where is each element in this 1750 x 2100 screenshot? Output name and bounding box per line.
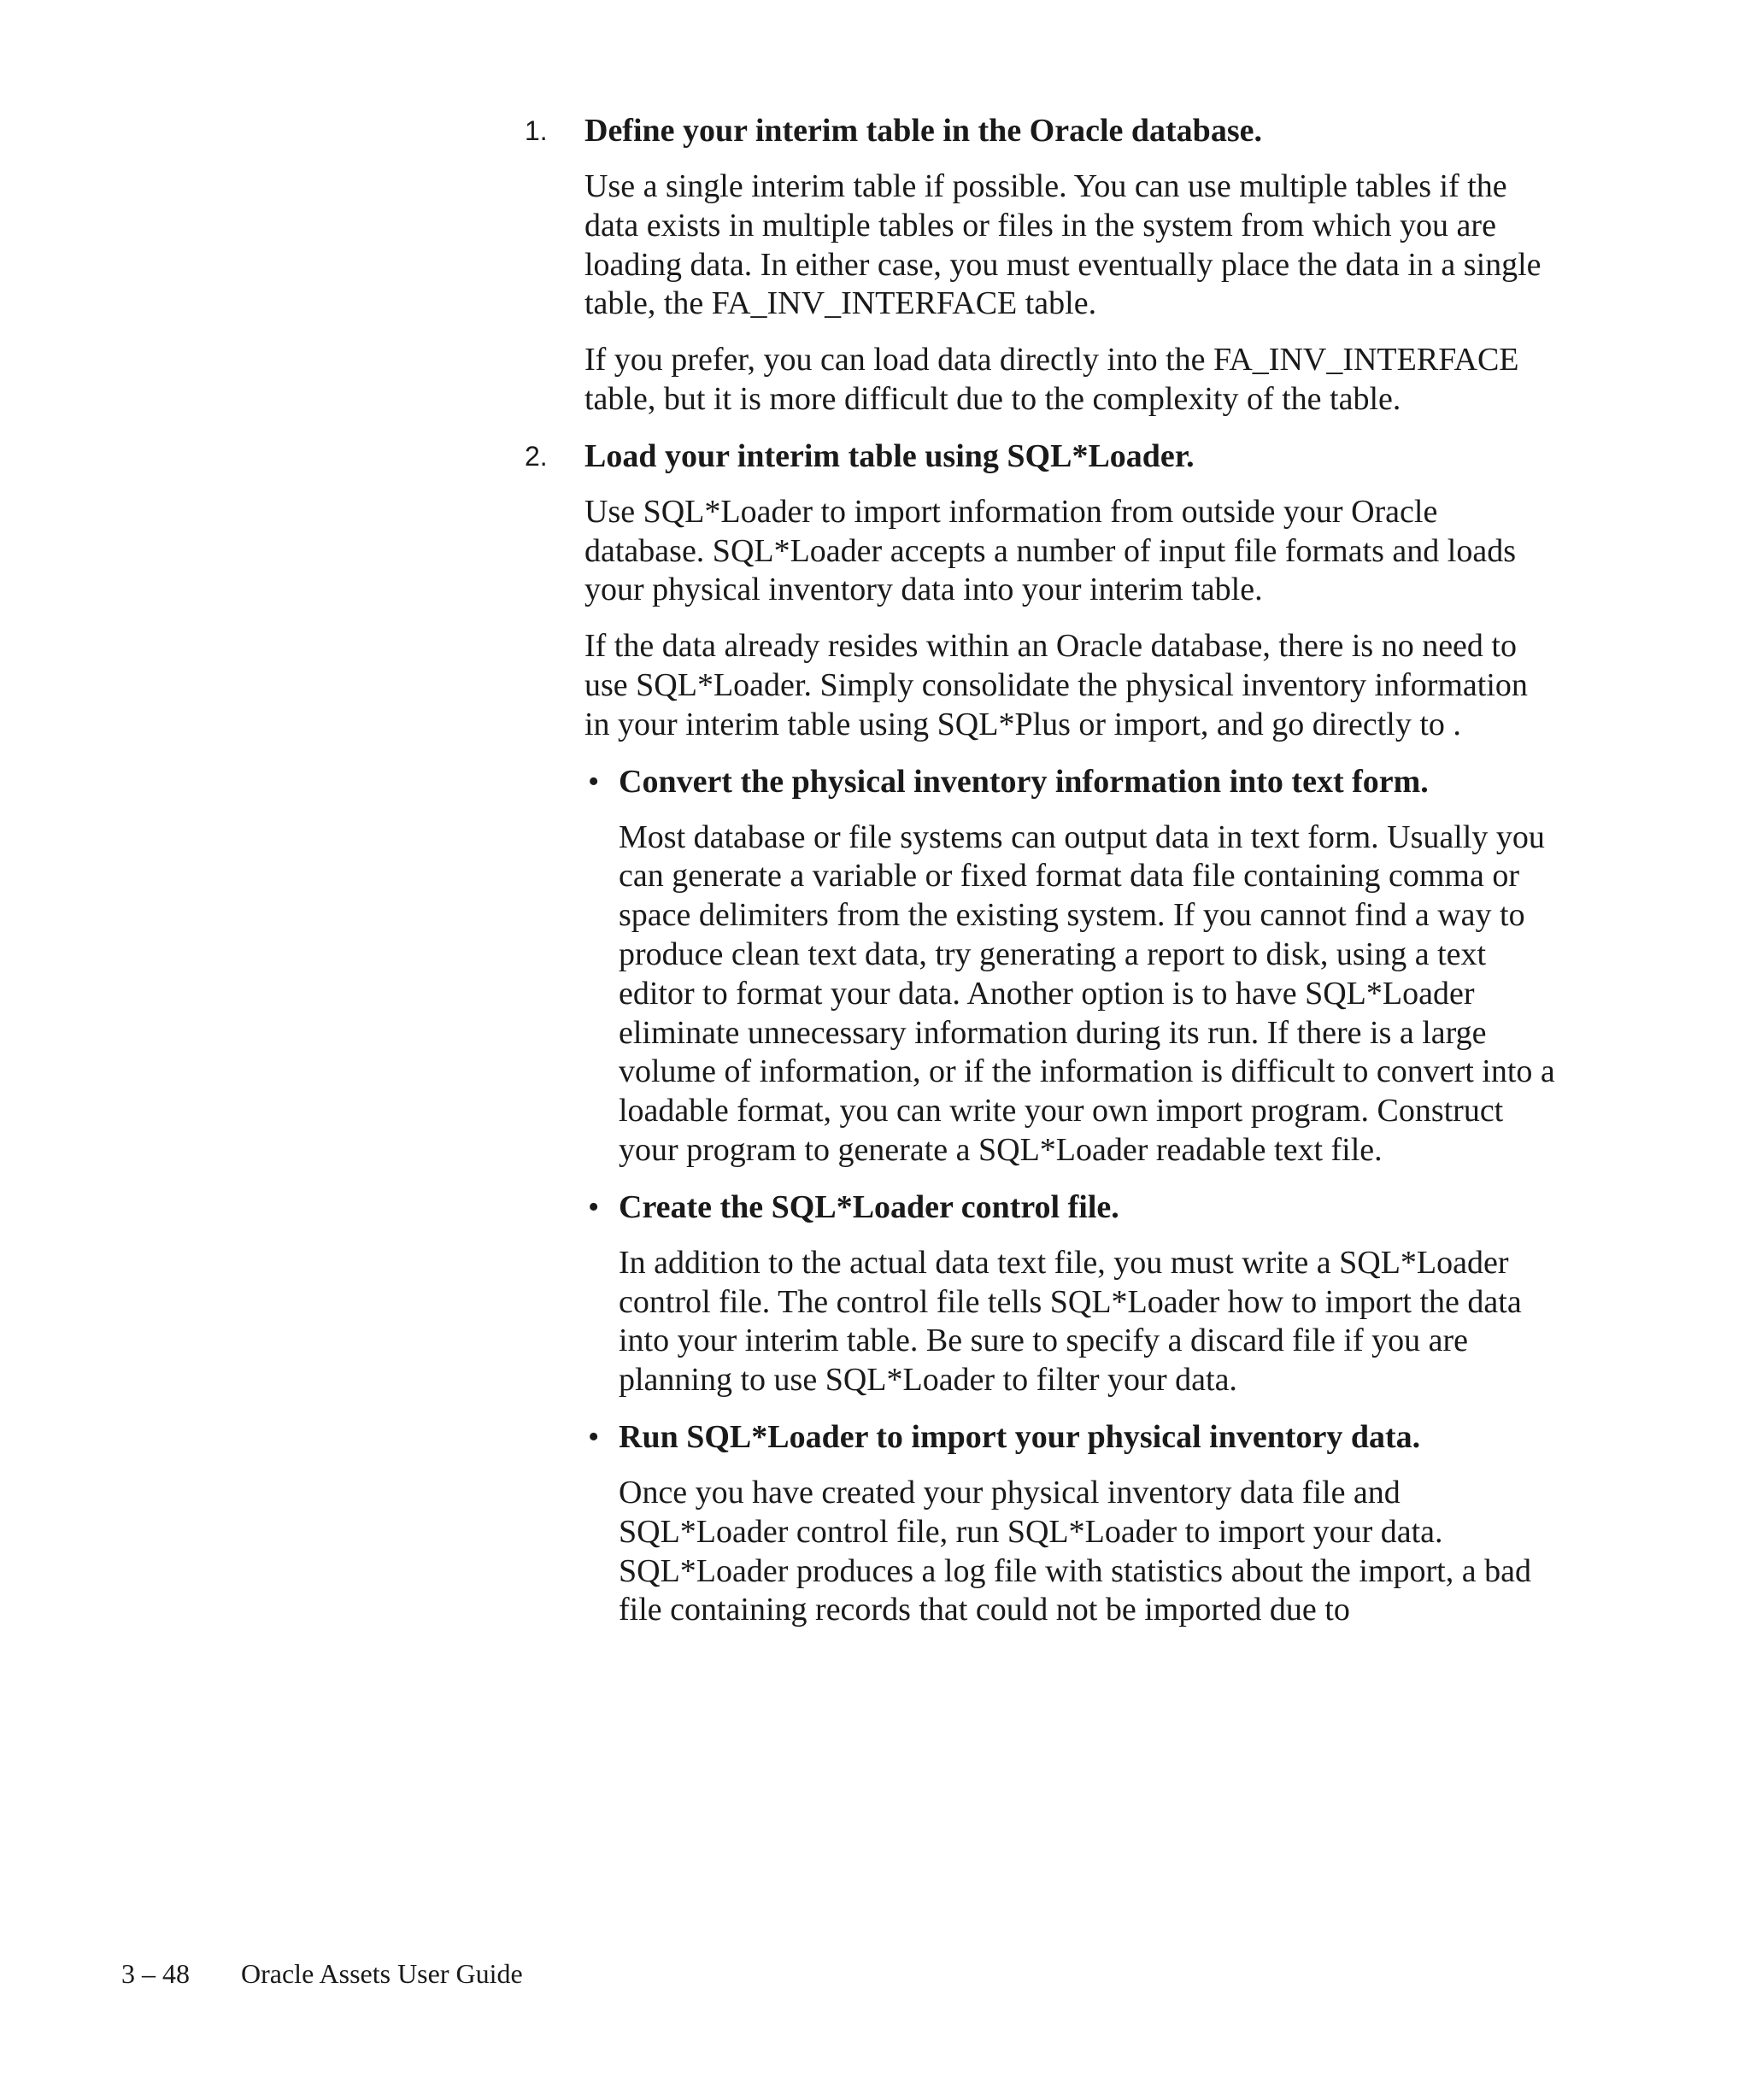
step-paragraph: If the data already resides within an Oracle database, there is no need to use SQL*Loader. Simply consolidate the physical inventory information in your interim table using SQL*Plus or import, and go directly to .: [584, 628, 1528, 742]
footer-page-number: 3 – 48: [121, 1958, 190, 1989]
step-paragraph: If you prefer, you can load data directly into the FA_INV_INTERFACE table, but it is more difficult due to the complexity of the table.: [584, 342, 1519, 417]
bullet-item: [588, 762, 1559, 1170]
page-body: [525, 111, 1559, 1647]
step-paragraph: Use SQL*Loader to import information from outside your Oracle database. SQL*Loader accepts a number of input file formats and loads your physical inventory data into your interim table.: [584, 493, 1517, 608]
step-2: [525, 437, 1559, 1630]
bullet-icon: •: [588, 763, 600, 800]
step-paragraph: Use a single interim table if possible. You can use multiple tables if the data exists in multiple tables or files in the system from which you are loading data. In either case, you must eventually place the data in a single table, the FA_INV_INTERFACE table.: [584, 168, 1542, 322]
step-number: 2.: [525, 440, 548, 472]
page-footer: [121, 1956, 523, 1991]
bullet-icon: •: [588, 1418, 600, 1455]
bullet-heading: Run SQL*Loader to import your physical inventory data.: [619, 1418, 1421, 1455]
bullet-paragraph: Once you have created your physical inventory data file and SQL*Loader control file, run SQL*Loader to import your data. SQL*Loader produces a log file with statistics about the import, a bad file containing records that could not be imported due to: [619, 1474, 1531, 1628]
footer-book-title: Oracle Assets User Guide: [241, 1958, 523, 1989]
bullet-item: [588, 1417, 1559, 1630]
bullet-heading: Create the SQL*Loader control file.: [619, 1188, 1119, 1225]
bullet-heading: Convert the physical inventory information into text form.: [619, 763, 1429, 800]
step-number: 1.: [525, 115, 548, 146]
bullet-item: [588, 1188, 1559, 1400]
step-1: [525, 111, 1559, 419]
bullet-icon: •: [588, 1188, 600, 1225]
step-heading: Load your interim table using SQL*Loader.: [584, 437, 1195, 474]
bullet-paragraph: In addition to the actual data text file, you must write a SQL*Loader control file. The control file tells SQL*Loader how to import the data into your interim table. Be sure to specify a discard file if you are planning to use SQL*Loader to filter your data.: [619, 1244, 1522, 1399]
bullet-paragraph: Most database or file systems can output data in text form. Usually you can generate a variable or fixed format data file containing comma or space delimiters from the existing system. If you cannot find a way to produce clean text data, try generating a report to disk, using a text editor to format your data. Another option is to have SQL*Loader eliminate unnecessary information during its run. If there is a large volume of information, or if the information is difficult to convert into a loadable format, you can write your own import program. Construct your program to generate a SQL*Loader readable text file.: [619, 818, 1555, 1168]
step-heading: Define your interim table in the Oracle database.: [584, 113, 1262, 149]
